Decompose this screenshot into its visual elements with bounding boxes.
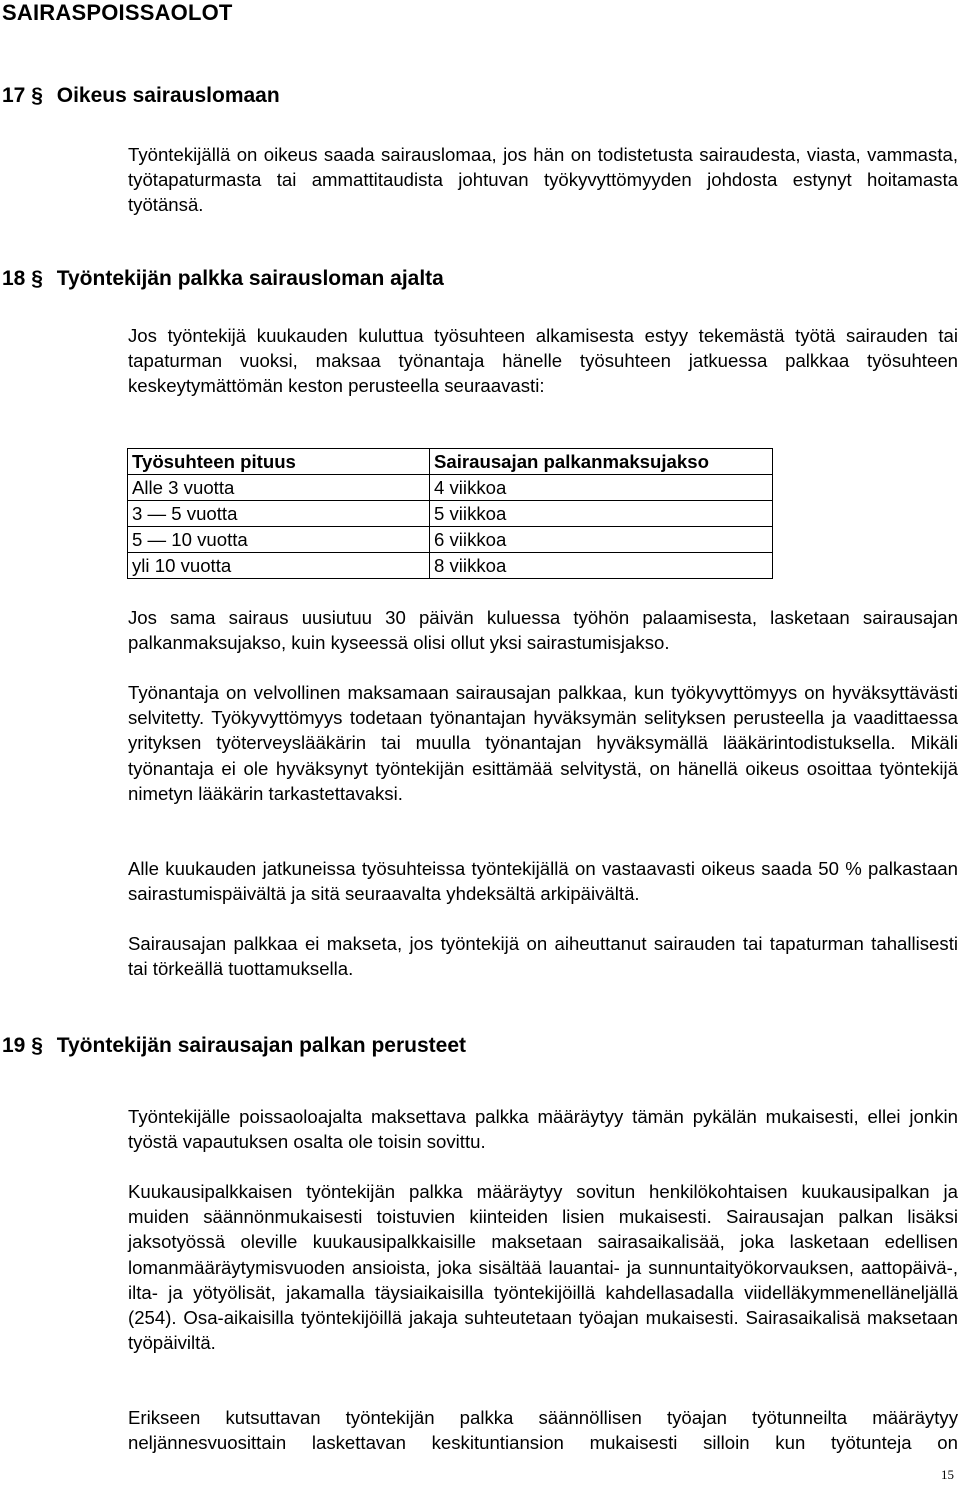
section-18-heading (2, 266, 444, 292)
section-19-paragraph-general: Työntekijälle poissaoloajalta maksettava palkka määräytyy tämän pykälän mukaisesti, ellei jonkin työstä vapautuksen osalta ole toisin sovittu. (128, 1106, 958, 1153)
section-18-paragraph-recurrence: Jos sama sairaus uusiutuu 30 päivän kuluessa työhön palaamisesta, lasketaan sairausajan palkanmaksujakso, kuin kyseessä olisi ollut yksi sairastumisjakso. (128, 607, 958, 654)
table-cell: 8 viikkoa (430, 553, 773, 579)
section-18-intro: Jos työntekijä kuukauden kuluttua työsuhteen alkamisesta estyy tekemästä työtä sairauden tai tapaturman vuoksi, maksaa työnantaja hänelle työsuhteen jatkuessa palkkaa työsuhteen keskeytymättömän keston perusteella seuraavasti: (128, 325, 958, 397)
section-symbol: § (31, 1034, 43, 1057)
table-cell: 5 viikkoa (430, 501, 773, 527)
section-17-heading (2, 83, 280, 109)
table-row (128, 501, 773, 527)
table-header-row (128, 449, 773, 475)
table-cell: 6 viikkoa (430, 527, 773, 553)
page-number: 15 (941, 1467, 954, 1482)
document-title: SAIRASPOISSAOLOT (2, 0, 233, 25)
section-18-paragraph-verification: Työnantaja on velvollinen maksamaan sairausajan palkkaa, kun työkyvyttömyys on hyväksyttävästi selvitetty. Työkyvyttömyys todetaan työnantajan hyväksymän selityksen perusteella ja vaadittaessa yrityksen työterveyslääkärin tai muulla työnantajan hyväksymällä lääkärintodistuksella. Mikäli työnantaja ei ole hyväksynyt työntekijän esittämää selvitystä, on hänellä oikeus osoittaa työntekijä nimetyn lääkärin tarkastettavaksi. (128, 682, 958, 804)
table-row (128, 553, 773, 579)
section-19-paragraph-on-call: Erikseen kutsuttavan työntekijän palkka säännöllisen työajan työtunneilta määräytyy neljännesvuosittain laskettavan keskituntiansion mukaisesti silloin kun työtunteja on (128, 1407, 958, 1454)
section-18-paragraph-short-employment: Alle kuukauden jatkuneissa työsuhteissa työntekijällä on vastaavasti oikeus saada 50 % palkastaan sairastumispäivältä ja sitä seuraavalta yhdeksältä arkipäivältä. (128, 858, 958, 905)
table-row (128, 475, 773, 501)
section-17-title: Oikeus sairauslomaan (56, 84, 280, 107)
table-cell: Alle 3 vuotta (128, 475, 430, 501)
pay-period-table (127, 448, 773, 579)
section-symbol: § (31, 84, 43, 107)
pay-period-table-wrapper (127, 448, 773, 579)
section-18-number: 18 (2, 267, 26, 290)
table-cell: 3 — 5 vuotta (128, 501, 430, 527)
section-18-title: Työntekijän palkka sairausloman ajalta (56, 267, 444, 290)
column-header-pay-period: Sairausajan palkanmaksujakso (430, 449, 773, 475)
table-cell: 4 viikkoa (430, 475, 773, 501)
section-17-paragraph: Työntekijällä on oikeus saada sairauslomaa, jos hän on todistetusta sairaudesta, viasta, vammasta, työtapaturmasta tai ammattitaudista johtuvan työkyvyttömyyden johdosta estynyt hoitamasta työtänsä. (128, 144, 958, 216)
section-symbol: § (31, 267, 43, 290)
section-18-paragraph-exclusion: Sairausajan palkkaa ei makseta, jos työntekijä on aiheuttanut sairauden tai tapaturman tahallisesti tai törkeällä tuottamuksella. (128, 933, 958, 980)
section-17-number: 17 (2, 84, 26, 107)
section-19-title: Työntekijän sairausajan palkan perusteet (56, 1034, 466, 1057)
section-19-paragraph-monthly-pay: Kuukausipalkkaisen työntekijän palkka määräytyy sovitun henkilökohtaisen kuukausipalkan ja muiden säännönmukaisesti toistuvien kiinteiden lisien mukaisesti. Sairausajan palkan lisäksi jaksotyössä oleville kuukausipalkkaisille maksetaan sairasaikalisää, joka lasketaan edellisen lomanmääräytymisvuoden ansioista, joka sisältää lauantai- ja sunnuntaityökorvauksen, aattopäivä-, ilta- ja yötyölisät, jakamalla täysiaikaisilla työntekijöillä kahdellasadalla viidelläkymmenelläneljällä (254). Osa-aikaisilla työntekijöillä jakaja suhteutetaan työajan mukaisesti. Sairasaikalisä maksetaan työpäiviltä. (128, 1181, 958, 1354)
section-19-heading (2, 1033, 466, 1059)
table-cell: yli 10 vuotta (128, 553, 430, 579)
table-row (128, 527, 773, 553)
section-19-number: 19 (2, 1034, 26, 1057)
table-cell: 5 — 10 vuotta (128, 527, 430, 553)
column-header-employment-length: Työsuhteen pituus (128, 449, 430, 475)
